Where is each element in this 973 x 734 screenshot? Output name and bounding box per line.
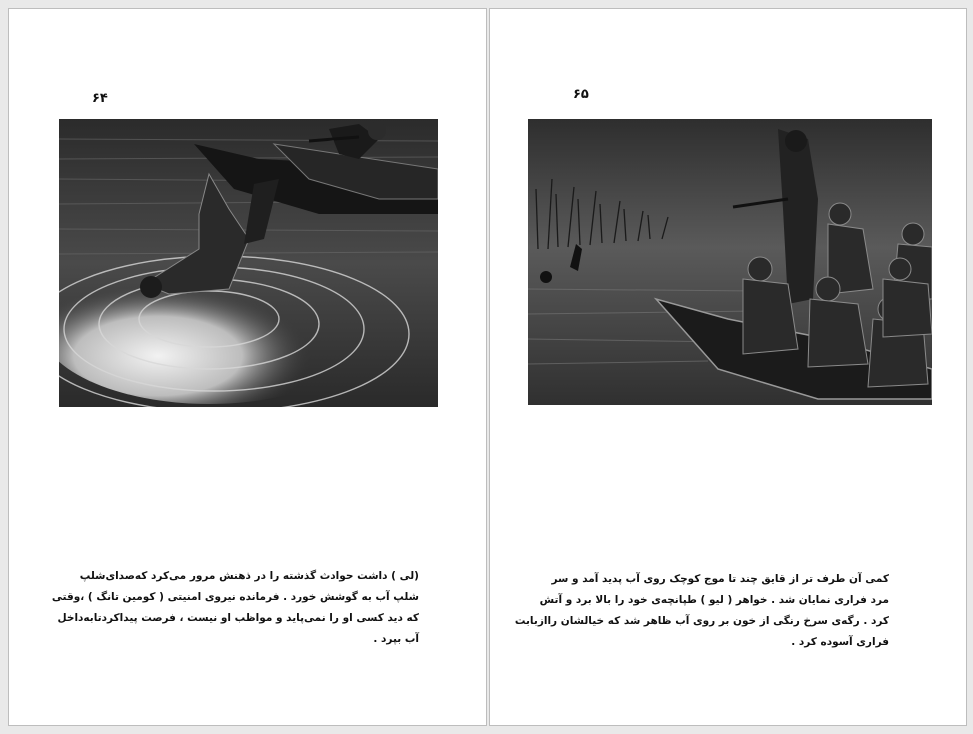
caption-line: که دید کسی او را نمی‌پاید و مواظب او نیست ، فرصت پیداکردتابه‌داخل: [57, 612, 419, 624]
book-page-left: [8, 8, 487, 726]
caption-line: فراری آسوده کرد .: [791, 636, 889, 648]
caption-text: [51, 566, 419, 650]
illustration-man-diving-from-boat: [59, 119, 438, 407]
illustration-drawing: [528, 119, 932, 405]
illustration-woman-firing-from-boat: [528, 119, 932, 405]
page-number: ۶۴: [92, 91, 108, 106]
page-number: ۶۵: [573, 87, 589, 102]
caption-line: شلپ آب به گوشش خورد . فرمانده نیروی امنیتی ( کومین تانگ ) ،وقتی: [51, 591, 419, 603]
illustration-drawing: [59, 119, 438, 407]
caption-line: مرد فراری نمایان شد . خواهر ( لیو ) طپانچه‌ی خود را بالا برد و آتش: [539, 594, 889, 606]
caption-text: [514, 569, 889, 653]
caption-line: کمی آن طرف تر از قایق چند تا موج کوچک روی آب پدید آمد و سر: [551, 573, 889, 585]
caption-line: آب بپرد .: [373, 633, 419, 645]
book-page-right: [489, 8, 967, 726]
caption-line: کرد . رگه‌ی سرخ رنگی از خون بر روی آب ظاهر شد که خیالشان رااز‌بابت: [514, 615, 889, 627]
caption-line: (لی ) داشت حوادث گذشته را در ذهنش مرور می‌کرد که‌صدای‌شلپ: [79, 570, 419, 582]
